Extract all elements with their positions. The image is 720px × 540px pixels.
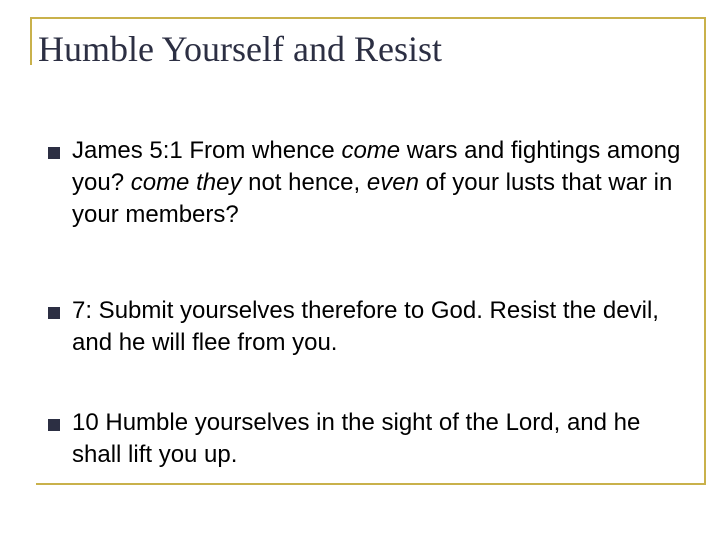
text-run: 7: Submit yourselves therefore to God. Resist the devil, and he will flee from you. [72,297,659,356]
italic-text-run: come [341,137,401,164]
square-bullet-icon [48,419,60,431]
bullet-text [72,135,688,231]
bullet-text [72,407,688,471]
text-run: of your lusts that war in your members? [72,169,673,228]
italic-text-run: come they [130,169,242,196]
square-bullet-icon [48,307,60,319]
text-run: 10 Humble yourselves in the sight of the Lord, and he shall lift you up. [72,409,641,468]
text-run: James 5:1 From whence [72,137,342,164]
bullet-text [72,295,688,359]
italic-text-run: even [366,169,419,196]
text-run: not hence, [241,169,367,196]
slide-title: Humble Yourself and Resist [38,29,442,69]
square-bullet-icon [48,147,60,159]
text-run: wars and fightings among you? [72,137,681,196]
